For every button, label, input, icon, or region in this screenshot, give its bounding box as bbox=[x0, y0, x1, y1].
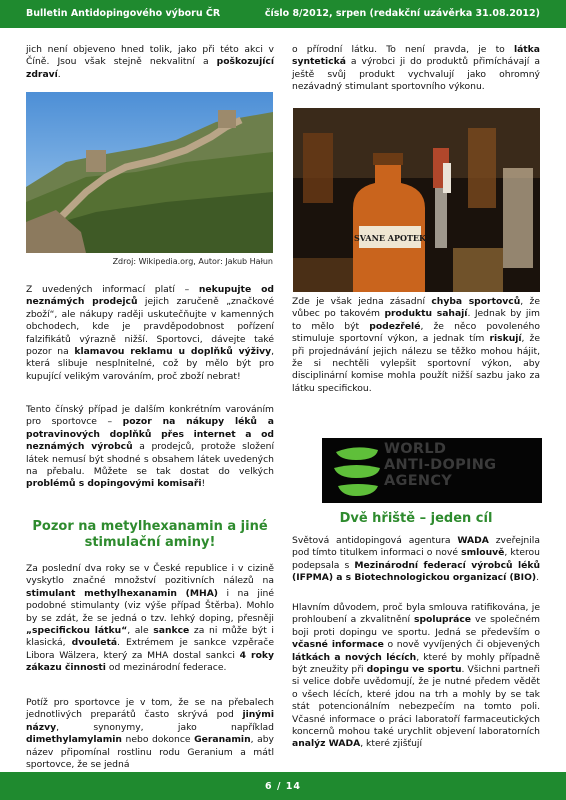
section-heading-mha: Pozor na metylhexanamin a jiné stimulační aminy! bbox=[32, 519, 268, 550]
right-paragraph-intro: o přírodní látku. To není pravda, je to látka syntetická a výrobci ji do produktů přimíchávají a ještě svůj produkt vychvalují jako ohromný nezávadný stimulant sportovního výkonu. bbox=[292, 44, 540, 93]
wada-emblem-icon bbox=[328, 438, 388, 503]
bottle-label-text: SVANE APOTEK bbox=[354, 233, 426, 243]
photo-caption: Zdroj: Wikipedia.org, Autor: Jakub Hałun bbox=[112, 257, 273, 266]
right-paragraph-3: Hlavním důvodem, proč byla smlouva ratifikována, je prohloubení a zkvalitnění spolupráce ve společném boji proti dopingu ve sportu. Jedná se především o včasné informace o nově vyvíjených či objevených látkách a nových lécích, které by mohly případně být zneužity při dopingu ve sportu. Všichni partneři si velice dobře uvědomují, že je nutné předem vědět o všech lécích, které jdou na trh a mohly by se tak stát potencionálním nebezpečím na tomto poli. Včasné informace o práci laboratoří farmaceutických koncernů mohou také urychlit objevení laboratorních analýz WADA, které zjišťují bbox=[292, 602, 540, 750]
left-paragraph-1: Z uvedených informací platí – nekupujte od neznámých prodejců jejich zaručeně „značkové zboží“, ale nákupy raději uskutečňujte v kamenných obchodech, kde je pravděpodobnost pořízení falzifikátů výrazně nižší. Sportovci, dávejte také pozor na klamavou reklamu u doplňků výživy, která slibuje nesplnitelné, což by mělo být pro kupující velikým varováním, proč zboží nebrat! bbox=[26, 284, 274, 382]
header-bar bbox=[0, 0, 566, 28]
great-wall-photo bbox=[26, 92, 273, 253]
footer-bar bbox=[0, 772, 566, 800]
left-paragraph-3: Za poslední dva roky se v České republice i v cizině vyskytlo značné množství pozitivních nálezů na stimulant methylhexanamin (MHA) i na jiné podobné stimulanty (viz výše případ Štěrba). Mohlo by se zdát, že se jedná o tzv. lehký doping, přesněji „specifickou látku“, ale sankce za ni může být i klasická, dvouletá. Extrémem je sankce vzpěrače Libora Wälzera, který za MHA dostal sankci 4 roky zákazu činnosti od mezinárodní federace. bbox=[26, 563, 274, 674]
left-paragraph-intro: jich není objeveno hned tolik, jako při této akci v Číně. Jsou však stejně nekvalitní a poškozující zdraví. bbox=[26, 44, 274, 80]
pharmacy-bottles-photo bbox=[293, 108, 540, 292]
issue-info: číslo 8/2012, srpen (redakční uzávěrka 31.08.2012) bbox=[264, 8, 540, 19]
wada-logo bbox=[322, 438, 542, 503]
left-paragraph-4: Potíž pro sportovce je v tom, že se na přebalech jednotlivých preparátů často skrývá pod jinými názvy, synonymy, jako například dimethylamylamin nebo dokonce Geranamin, aby název připomínal rostlinu rodu Geranium a mátl sportovce, že se jedná bbox=[26, 697, 274, 771]
page-number: 6 / 14 bbox=[265, 781, 301, 792]
right-paragraph-2: Světová antidopingová agentura WADA zveřejnila pod tímto titulkem informaci o nové smlouvě, kterou podepsala s Mezinárodní federací výrobců léků (IFPMA) a s Biotechnologickou organizací (BIO). bbox=[292, 535, 540, 584]
section-heading-wada: Dvě hřiště – jeden cíl bbox=[339, 511, 493, 526]
bulletin-title: Bulletin Antidopingového výboru ČR bbox=[26, 8, 221, 19]
wada-wordmark: WORLD ANTI-DOPING AGENCY bbox=[384, 441, 497, 489]
right-paragraph-1: Zde je však jedna zásadní chyba sportovců, že vůbec po takovém produktu sahají. Jednak by jim to mělo být podezřelé, že něco povoleného stimuluje sportovní výkon, a jednak tím riskují, že při projednávání jejich nálezu se těžko mohou hájit, že si nechtěli vylepšit sportovní výkon, aby disciplinární komise mohla použít nižší sazbu jako za látku specifickou. bbox=[292, 296, 540, 394]
left-paragraph-2: Tento čínský případ je dalším konkrétním varováním pro sportovce – pozor na nákupy léků a potravinových doplňků přes internet a od neznámých výrobců a prodejců, protože složení látek nemusí být shodné s obsahem látek uvedených na přebalu. Můžete se tak dostat do velkých problémů s dopingovými komisaři! bbox=[26, 404, 274, 490]
